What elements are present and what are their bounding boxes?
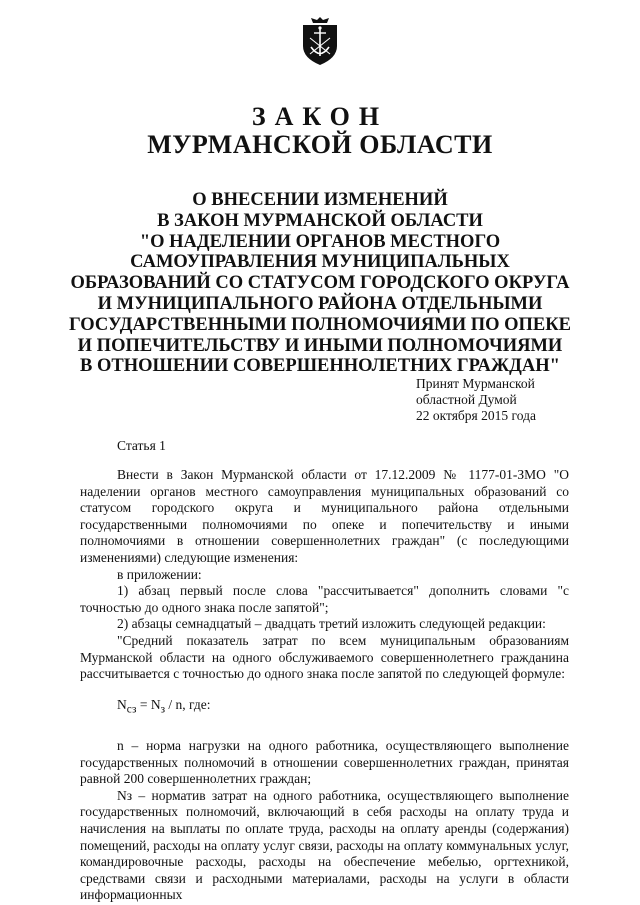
title-line: В ОТНОШЕНИИ СОВЕРШЕННОЛЕТНИХ ГРАЖДАН"	[80, 356, 560, 377]
title-line: "О НАДЕЛЕНИИ ОРГАНОВ МЕСТНОГО	[139, 231, 501, 252]
region-heading: МУРМАНСКОЙ ОБЛАСТИ	[147, 130, 493, 159]
formula: $N_{сз} = N_з / n$, где:	[117, 696, 211, 716]
title-line: ОБРАЗОВАНИЙ СО СТАТУСОМ ГОРОДСКОГО ОКРУГА	[70, 273, 570, 294]
article-heading: Статья 1	[117, 438, 166, 453]
title-line: ГОСУДАРСТВЕННЫМИ ПОЛНОМОЧИЯМИ ПО ОПЕКЕ	[68, 314, 572, 335]
body-paragraph: 2) абзацы семнадцатый – двадцать третий изложить следующей редакции:	[117, 616, 546, 632]
body-paragraph: в приложении:	[117, 566, 202, 582]
adoption-line: областной Думой	[416, 392, 517, 407]
title-line: В ЗАКОН МУРМАНСКОЙ ОБЛАСТИ	[157, 210, 483, 231]
title-line: О ВНЕСЕНИИ ИЗМЕНЕНИЙ	[192, 190, 448, 210]
law-title	[60, 190, 580, 377]
adoption-line: Принят Мурманской	[416, 376, 535, 391]
title-line: И МУНИЦИПАЛЬНОГО РАЙОНА ОТДЕЛЬНЫМИ	[97, 293, 543, 314]
coat-of-arms-emblem	[300, 16, 340, 66]
adoption-note	[416, 376, 536, 424]
body-paragraph: "Средний показатель затрат по всем муниципальным образованиям Мурманской области на одного обслуживаемого совершеннолетнего гражданина рассчитывается с точностью до одного знака после запятой по следующей формуле:	[80, 632, 569, 682]
body-paragraph: Внести в Закон Мурманской области от 17.12.2009 № 1177-01-ЗМО "О наделении органов местного самоуправления муниципальных образований со статусом городского округа и муниципального района отдельными государственными полномочиями по опеке и попечительству и иными полномочиями в отношении совершеннолетних граждан" (с последующими изменениями) следующие изменения:	[80, 467, 569, 565]
law-heading: ЗАКОН	[251, 102, 389, 131]
definition-paragraph: n – норма нагрузки на одного работника, осуществляющего выполнение государственных полномочий в отношении совершеннолетних граждан, принятая равной 200 совершеннолетних граждан;	[80, 738, 569, 787]
body-paragraph: 1) абзац первый после слова "рассчитывается" дополнить словами "с точностью до одного знака после запятой";	[80, 583, 569, 615]
article-body	[80, 467, 569, 904]
definition-paragraph: Nз – норматив затрат на одного работника, осуществляющего выполнение государственных полномочий, включающий в себя расходы на оплату труда и начисления на выплаты по оплате труда, расходы на оплату аренды (содержания) помещений, расходы на оплату услуг связи, расходы на оплату коммунальных услуг, командировочные расходы, расходы на обеспечение мебелью, оргтехникой, средствами связи и расходными материалами, расходы на услуги в области информационных	[80, 787, 569, 903]
title-line: САМОУПРАВЛЕНИЯ МУНИЦИПАЛЬНЫХ	[130, 252, 510, 273]
adoption-date: 22 октября 2015 года	[416, 408, 536, 423]
title-line: И ПОПЕЧИТЕЛЬСТВУ И ИНЫМИ ПОЛНОМОЧИЯМИ	[77, 335, 563, 356]
